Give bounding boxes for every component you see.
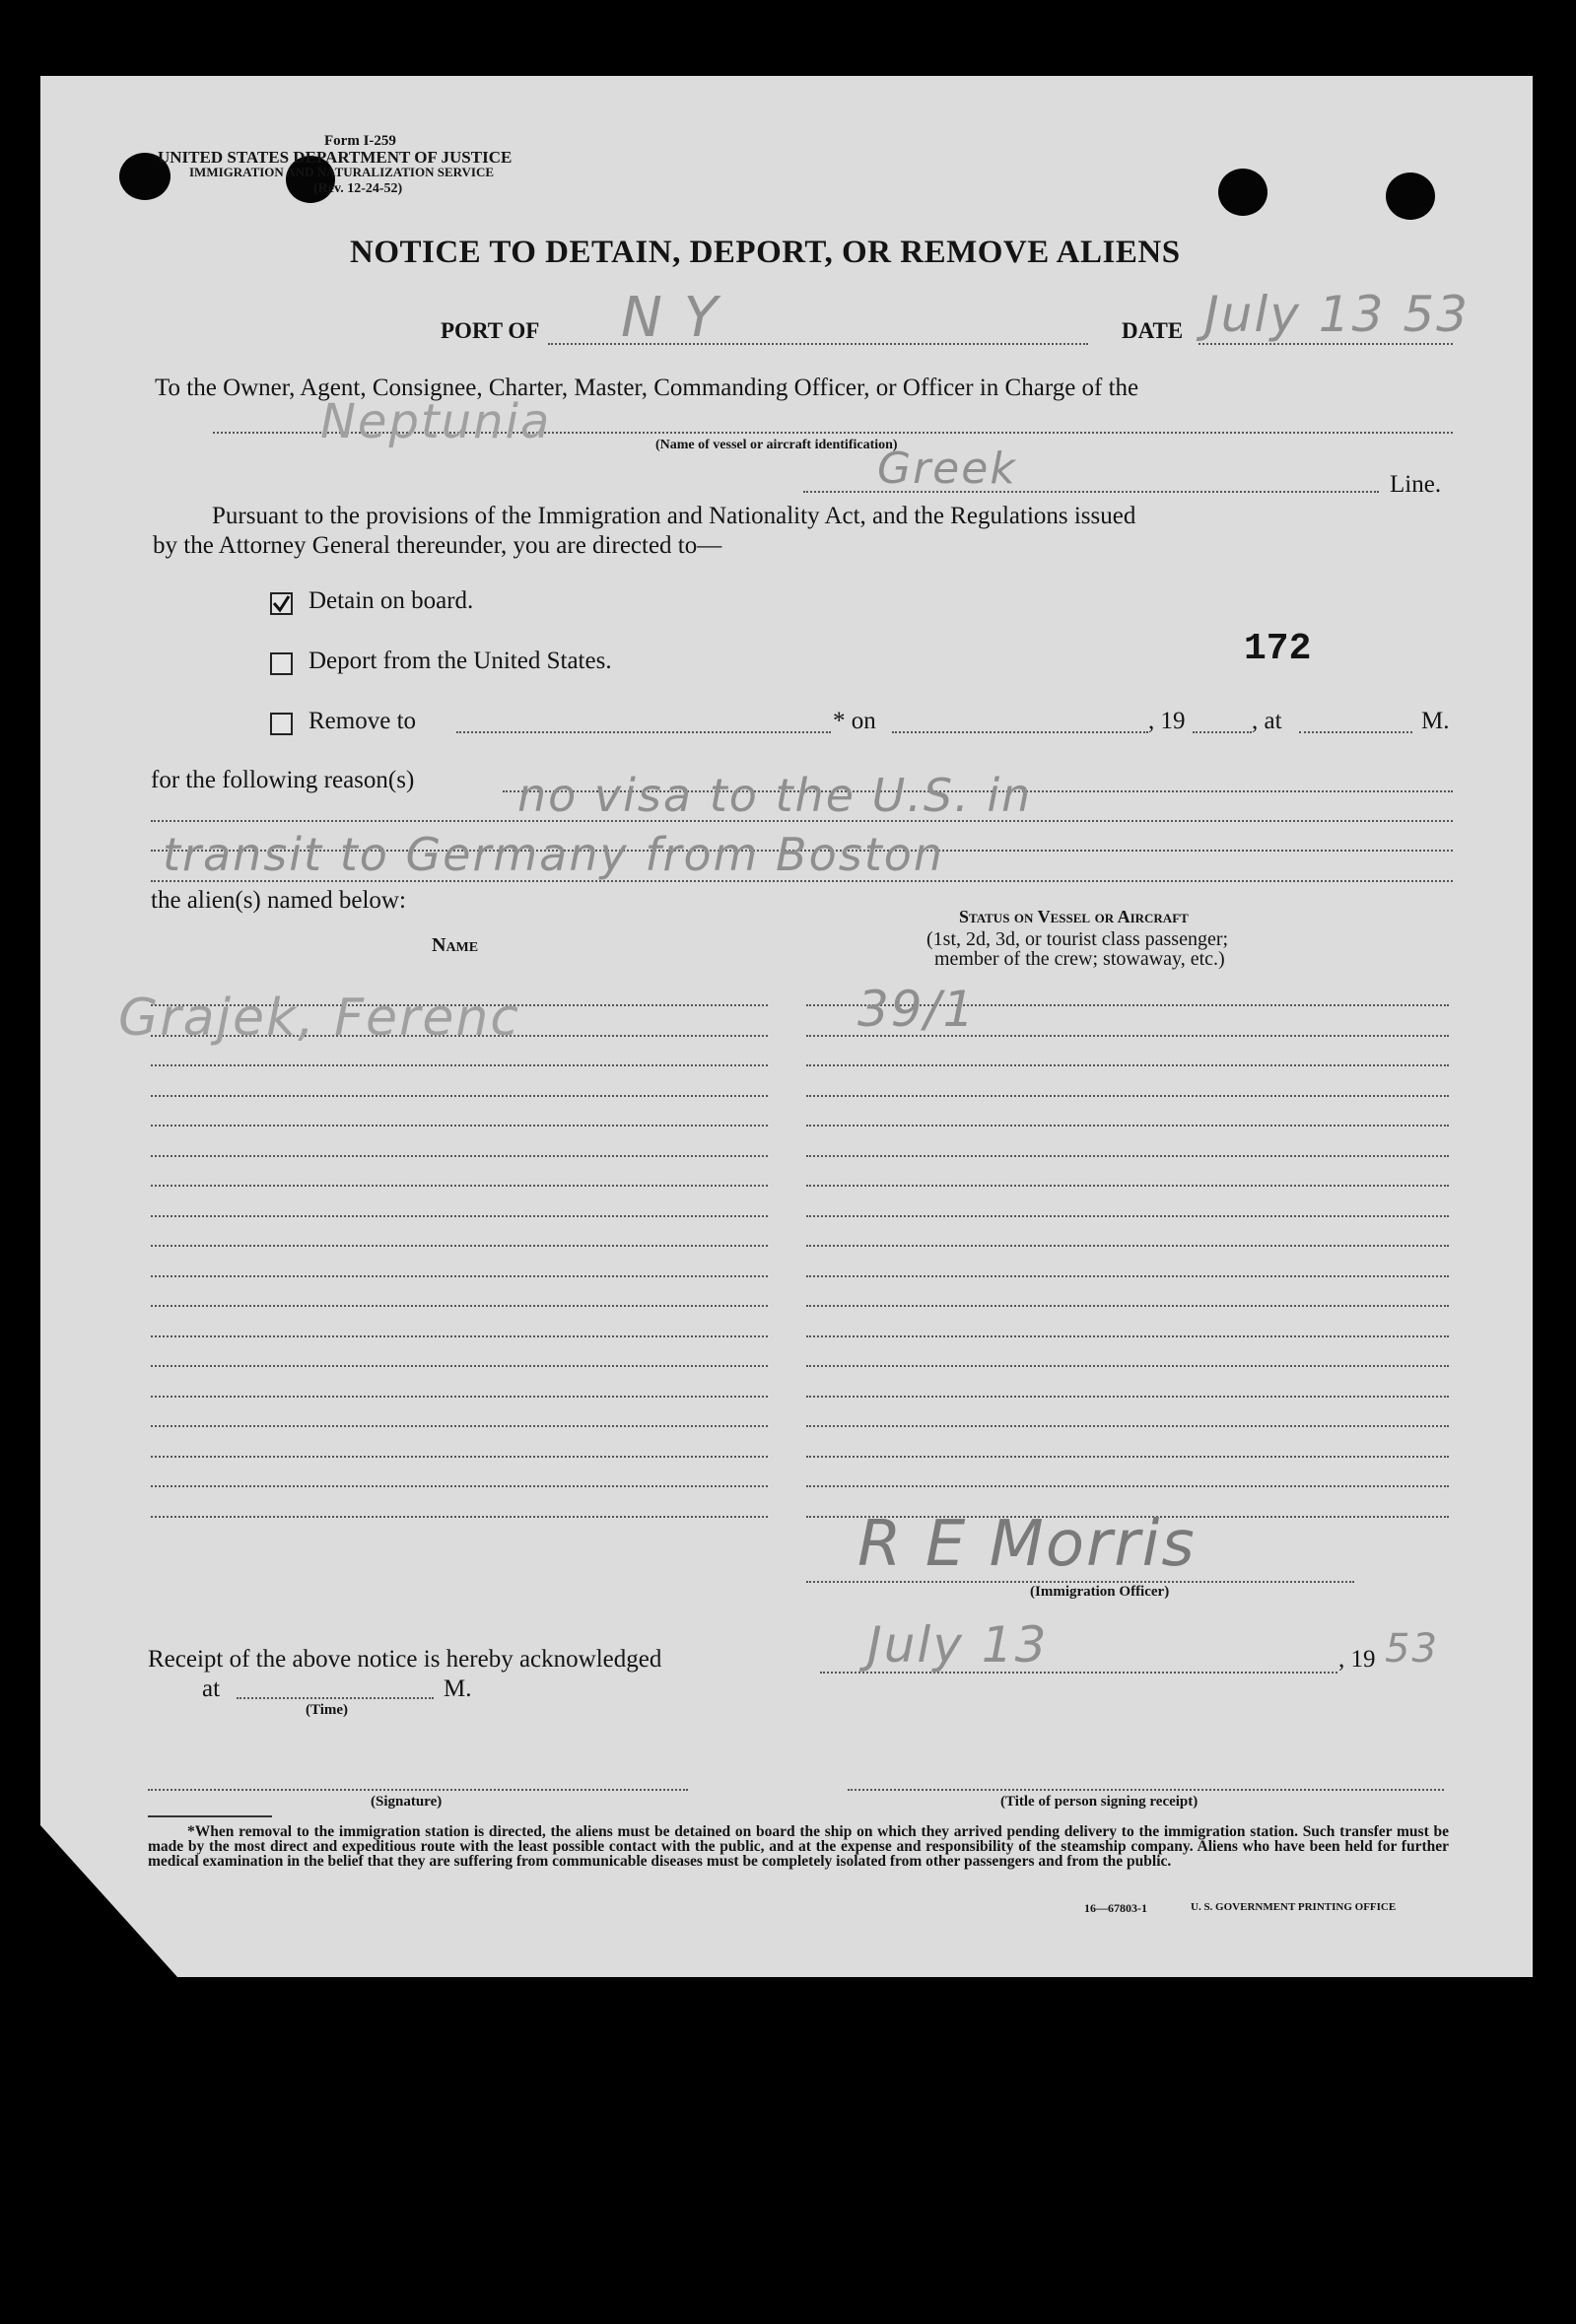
status-header-note-1: (1st, 2d, 3d, or tourist class passenger; (926, 928, 1229, 950)
vessel-value: Neptunia (320, 394, 552, 449)
name-row-line (151, 1064, 768, 1066)
remove-date-line (892, 731, 1148, 733)
stamp-number: 172 (1244, 628, 1312, 670)
name-column-header: Name (432, 934, 479, 956)
remove-year-label: , 19 (1148, 708, 1186, 734)
remove-year-line (1193, 731, 1252, 733)
receipt-year: 53 (1385, 1626, 1439, 1672)
alien-status: 39/1 (857, 981, 977, 1038)
remove-destination-line (456, 731, 831, 733)
form-revision: (Rev. 12-24-52) (313, 181, 403, 196)
status-row-line (806, 1185, 1449, 1187)
remove-time-line (1299, 731, 1412, 733)
alien-name: Grajek, Ferenc (118, 989, 520, 1048)
receipt-year-prefix: , 19 (1338, 1646, 1376, 1673)
printer-code: 16—67803-1 (1084, 1901, 1147, 1915)
date-value: July 13 53 (1204, 286, 1470, 343)
line-label: Line. (1390, 471, 1442, 498)
status-row-line (806, 1215, 1449, 1217)
status-row-line (806, 1245, 1449, 1247)
name-row-line (151, 1215, 768, 1217)
name-row-line (151, 1456, 768, 1458)
status-row-line (806, 1456, 1449, 1458)
punch-hole (1386, 172, 1435, 220)
status-row-line (806, 1396, 1449, 1398)
check-mark-icon (272, 594, 291, 613)
vessel-caption: (Name of vessel or aircraft identification) (655, 438, 898, 452)
remove-checkbox[interactable] (270, 713, 293, 735)
page-title: NOTICE TO DETAIN, DEPORT, OR REMOVE ALIENS (350, 235, 1181, 270)
pursuant-text-2: by the Attorney General thereunder, you are directed to— (153, 532, 722, 559)
name-row-line (151, 1125, 768, 1127)
name-row-line (151, 1305, 768, 1307)
department-name: UNITED STATES DEPARTMENT OF JUSTICE (158, 148, 513, 167)
signature-caption: (Signature) (371, 1794, 443, 1810)
receipt-text: Receipt of the above notice is hereby acknowledged (148, 1646, 662, 1673)
status-row-line (806, 1335, 1449, 1337)
aliens-label: the alien(s) named below: (151, 887, 406, 914)
name-row-line (151, 1485, 768, 1487)
name-row-line (151, 1516, 768, 1518)
footnote-rule (148, 1815, 272, 1817)
punch-hole (1218, 169, 1268, 216)
receipt-m-label: M. (444, 1675, 472, 1702)
title-signing-caption: (Title of person signing receipt) (1000, 1794, 1199, 1810)
name-row-line (151, 1155, 768, 1157)
receipt-at-label: at (202, 1675, 221, 1702)
officer-caption: (Immigration Officer) (1030, 1584, 1170, 1600)
footnote-text: *When removal to the immigration station is directed, the aliens must be detained on board the ship on which they arrived pending delivery to the immigration station. Such transfer must be made by the most direct and expeditious route with the least possible contact with the public, and at the expense and responsibility of the steamship company. Aliens who have been held for further medical examination in the belief that they are suffering from communicable diseases must be completely isolated from other passengers and from the public. (148, 1823, 1449, 1870)
remove-m-label: M. (1421, 708, 1450, 734)
receipt-date: July 13 (867, 1616, 1049, 1674)
status-row-line (806, 1095, 1449, 1097)
deport-label: Deport from the United States. (308, 648, 612, 674)
name-row-line (151, 1185, 768, 1187)
status-row-line (806, 1064, 1449, 1066)
name-row-line (151, 1425, 768, 1427)
port-label: PORT OF (441, 318, 540, 343)
status-header-note-2: member of the crew; stowaway, etc.) (934, 948, 1225, 970)
detain-checkbox[interactable] (270, 592, 293, 615)
title-signing-line (848, 1789, 1444, 1791)
remove-on-label: * on (833, 708, 876, 734)
name-row-line (151, 1275, 768, 1277)
form-number: Form I-259 (324, 133, 396, 149)
line-value: Greek (877, 444, 1017, 494)
status-row-line (806, 1275, 1449, 1277)
reason-value-1: no visa to the U.S. in (517, 769, 1033, 822)
remove-at-label: , at (1252, 708, 1282, 734)
officer-signature-line (806, 1581, 1354, 1583)
remove-label: Remove to (308, 708, 417, 734)
name-row-line (151, 1245, 768, 1247)
status-row-line (806, 1305, 1449, 1307)
name-row-line (151, 1396, 768, 1398)
status-column-header: Status on Vessel or Aircraft (959, 907, 1189, 926)
officer-signature: R E Morris (857, 1508, 1197, 1581)
status-row-line (806, 1365, 1449, 1367)
reason-label: for the following reason(s) (151, 767, 415, 793)
date-field-line (1199, 343, 1453, 345)
name-row-line (151, 1335, 768, 1337)
detain-label: Detain on board. (308, 587, 474, 614)
status-row-line (806, 1125, 1449, 1127)
time-caption: (Time) (306, 1702, 349, 1718)
name-row-line (151, 1095, 768, 1097)
status-row-line (806, 1485, 1449, 1487)
deport-checkbox[interactable] (270, 652, 293, 675)
pursuant-text-1: Pursuant to the provisions of the Immigration and Nationality Act, and the Regulations issued (212, 503, 1136, 529)
receipt-time-line (237, 1697, 434, 1699)
port-value: N Y (621, 286, 719, 350)
printer-name: U. S. GOVERNMENT PRINTING OFFICE (1191, 1901, 1397, 1913)
service-name: IMMIGRATION AND NATURALIZATION SERVICE (189, 165, 495, 179)
status-row-line (806, 1155, 1449, 1157)
status-row-line (806, 1425, 1449, 1427)
signature-line (148, 1789, 688, 1791)
name-row-line (151, 1365, 768, 1367)
reason-value-2: transit to Germany from Boston (163, 828, 945, 881)
date-label: DATE (1122, 318, 1184, 343)
addressee-line: To the Owner, Agent, Consignee, Charter, Master, Commanding Officer, or Officer in Charge of the (155, 375, 1139, 401)
